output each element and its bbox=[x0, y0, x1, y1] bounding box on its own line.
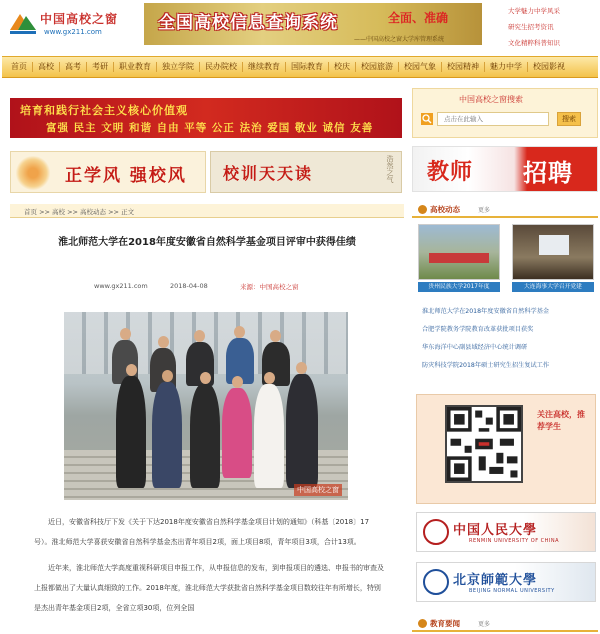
teacher-recruit-banner[interactable] bbox=[412, 146, 598, 192]
person-head bbox=[194, 330, 205, 342]
university-seal-icon bbox=[423, 569, 449, 595]
person-figure bbox=[254, 384, 284, 488]
college-news-header bbox=[412, 202, 598, 218]
person-head bbox=[234, 326, 245, 338]
news-item[interactable]: 淮北师范大学在2018年度安徽省自然科学基金 bbox=[422, 308, 550, 315]
top-links bbox=[508, 3, 598, 51]
person-figure bbox=[116, 376, 146, 488]
section-bullet-icon bbox=[418, 619, 427, 628]
thumbnail-screen bbox=[539, 235, 569, 255]
news-item[interactable]: 合肥学院教务学院教育改革获批项目获奖 bbox=[422, 326, 534, 333]
nav-item-independent[interactable]: 独立学院 bbox=[157, 62, 200, 72]
article-title: 淮北师范大学在2018年度安徽省自然科学基金项目评审中获得佳绩 bbox=[58, 237, 356, 248]
slogan-line2: 富强 民主 文明 和谐 自由 平等 公正 法治 爱国 敬业 诚信 友善 bbox=[46, 122, 374, 134]
nav-item-anniversary[interactable]: 校庆 bbox=[329, 62, 356, 72]
calligraphy-decoration: 浩然之气 bbox=[386, 155, 394, 183]
article-paragraph: 近日，安徽省科技厅下发《关于下达2018年度安徽省自然科学基金项目计划的通知》（科基〔2018〕17号）。淮北师范大学喜获安徽省自然科学基金杰出青年项目2项，面上项目8项，青年项目3项，合计13项。 bbox=[34, 518, 370, 546]
nav-item-weather[interactable]: 校园气象 bbox=[399, 62, 442, 72]
news-item[interactable]: 防灾科技学院2018年硕士研究生招生复试工作 bbox=[422, 362, 550, 369]
header-banner[interactable] bbox=[144, 3, 482, 45]
main-nav bbox=[2, 56, 598, 78]
qr-code-panel[interactable] bbox=[416, 394, 596, 504]
nav-item-private[interactable]: 民办院校 bbox=[200, 62, 243, 72]
photo-watermark: 中国高校之窗 bbox=[294, 484, 342, 496]
breadcrumb bbox=[10, 204, 404, 218]
person-head bbox=[270, 330, 281, 342]
person-figure bbox=[286, 374, 318, 488]
recruit-right-text: 招聘 bbox=[523, 159, 573, 187]
slogan-line1: 培育和践行社会主义核心价值观 bbox=[20, 104, 188, 117]
thumbnail-caption[interactable]: 大连海事大学召开党建 bbox=[512, 282, 594, 292]
banner-title: 全国高校信息查询系统 bbox=[158, 13, 338, 33]
news-thumbnail[interactable] bbox=[512, 224, 594, 280]
nav-item-middle-school[interactable]: 魅力中学 bbox=[485, 62, 528, 72]
study-style-banner[interactable] bbox=[10, 151, 206, 193]
nav-item-travel[interactable]: 校园旅游 bbox=[356, 62, 399, 72]
person-head bbox=[200, 372, 211, 384]
article-source: 来源：中国高校之窗 bbox=[240, 283, 299, 291]
section-title: 教育要闻 bbox=[430, 619, 460, 628]
flower-decoration-icon bbox=[15, 156, 51, 190]
person-figure bbox=[190, 384, 220, 488]
section-title: 高校动态 bbox=[430, 205, 460, 214]
section-bullet-icon bbox=[418, 205, 427, 214]
search-button[interactable]: 搜索 bbox=[557, 112, 581, 126]
qr-caption: 关注高校，推荐学生 bbox=[537, 410, 585, 431]
person-head bbox=[296, 362, 307, 374]
nav-item-home[interactable]: 首页 bbox=[6, 62, 33, 72]
logo-emblem-icon bbox=[8, 10, 38, 36]
qr-code-icon bbox=[445, 405, 523, 483]
nav-item-colleges[interactable]: 高校 bbox=[33, 62, 60, 72]
values-slogan-banner[interactable] bbox=[10, 98, 402, 138]
top-link[interactable]: 文化精粹科普知识 bbox=[508, 39, 560, 47]
top-link[interactable]: 研究生招考资讯 bbox=[508, 23, 554, 31]
thumbnail-caption[interactable]: 贵州民族大学2017年度 bbox=[418, 282, 500, 292]
nav-item-spirit[interactable]: 校园精神 bbox=[442, 62, 485, 72]
site-logo[interactable] bbox=[8, 6, 138, 42]
search-icon bbox=[421, 113, 433, 125]
more-link[interactable]: 更多 bbox=[478, 621, 491, 628]
university-banner-ruc[interactable] bbox=[416, 512, 596, 552]
banner-tagline: 全面、准确 bbox=[388, 11, 449, 25]
nav-item-kaoyan[interactable]: 考研 bbox=[87, 62, 114, 72]
nav-item-continuing[interactable]: 继续教育 bbox=[243, 62, 286, 72]
article-body bbox=[34, 512, 384, 624]
person-figure bbox=[152, 382, 182, 488]
school-motto-text: 校训天天读 bbox=[223, 164, 314, 183]
education-news-header bbox=[412, 616, 598, 632]
top-link[interactable]: 大学魅力中学风采 bbox=[508, 7, 560, 15]
recruit-left-text: 教师 bbox=[427, 160, 474, 185]
nav-item-international[interactable]: 国际教育 bbox=[286, 62, 329, 72]
person-head bbox=[158, 336, 169, 348]
university-name: 北京師範大學 bbox=[453, 573, 538, 588]
search-input[interactable] bbox=[437, 112, 549, 126]
more-link[interactable]: 更多 bbox=[478, 207, 491, 214]
logo-title: 中国高校之窗 bbox=[40, 12, 119, 26]
news-thumbnail[interactable] bbox=[418, 224, 500, 280]
nav-item-video[interactable]: 校园影视 bbox=[533, 62, 565, 71]
thumbnail-banner bbox=[429, 253, 489, 263]
article-site: www.gx211.com bbox=[94, 282, 148, 290]
person-head bbox=[162, 370, 173, 382]
study-style-text: 正学风 强校风 bbox=[65, 166, 187, 186]
school-motto-banner[interactable] bbox=[210, 151, 402, 193]
breadcrumb-text[interactable]: 首页 >> 高校 >> 高校动态 >> 正文 bbox=[24, 208, 135, 216]
university-name: 中国人民大學 bbox=[453, 523, 538, 538]
nav-item-gaokao[interactable]: 高考 bbox=[60, 62, 87, 72]
person-head bbox=[120, 328, 131, 340]
person-figure bbox=[222, 388, 252, 478]
article-paragraph: 近年来，淮北师范大学高度重视科研项目申报工作，从申报信息的发布，到申报项目的遴选、申报书的审查及上报都做出了大量认真细致的工作。2018年度，淮北师范大学获批省自然科学基金项目数较往年有所增长，特别是杰出青年基金项目2项，全省立项30项，位列全国 bbox=[34, 564, 384, 612]
person-head bbox=[264, 372, 275, 384]
nav-item-vocational[interactable]: 职业教育 bbox=[114, 62, 157, 72]
university-name-en: BEIJING NORMAL UNIVERSITY bbox=[469, 588, 555, 594]
article-date: 2018-04-08 bbox=[170, 282, 208, 290]
university-seal-icon bbox=[423, 519, 449, 545]
university-banner-bnu[interactable] bbox=[416, 562, 596, 602]
banner-subtitle: ——中国高校之窗大学库管理系统 bbox=[354, 36, 445, 43]
search-title: 中国高校之窗搜索 bbox=[459, 95, 523, 104]
article-photo bbox=[64, 312, 348, 500]
person-head bbox=[126, 364, 137, 376]
logo-url: www.gx211.com bbox=[44, 28, 102, 36]
person-head bbox=[232, 376, 243, 388]
search-panel bbox=[412, 88, 598, 138]
site-header bbox=[0, 0, 600, 52]
news-item[interactable]: 华东海洋中心副县域经济中心统计调研 bbox=[422, 344, 528, 351]
university-name-en: RENMIN UNIVERSITY OF CHINA bbox=[469, 538, 560, 544]
